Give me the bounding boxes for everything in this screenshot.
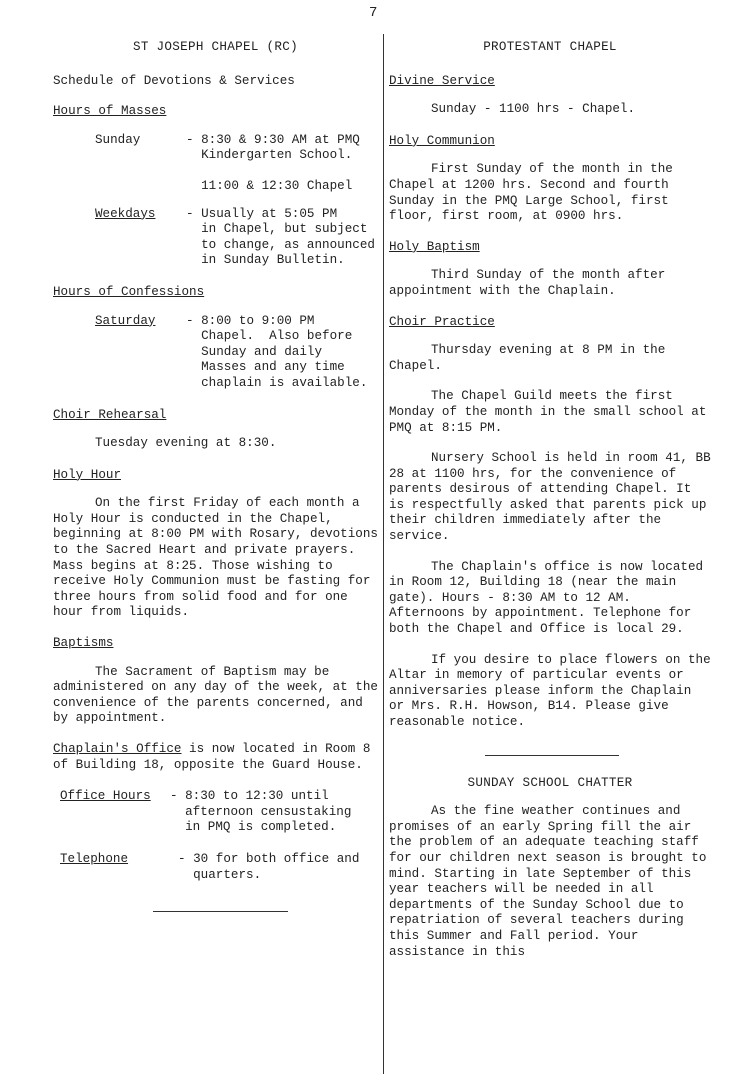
rc-chapel-title: ST JOSEPH CHAPEL (RC) (132, 40, 298, 54)
chaplain-office-paragraph (53, 742, 378, 773)
office-hours-line: afternoon censustaking (170, 804, 352, 819)
page-number: 7 (369, 5, 378, 21)
saturday-line: Chapel. Also before (186, 329, 353, 344)
holy-baptism-heading: Holy Baptism (389, 239, 480, 254)
protestant-chapel-title: PROTESTANT CHAPEL (483, 40, 617, 54)
saturday-times (186, 314, 378, 392)
nursery-school-text: Nursery School is held in room 41, BB 28 at 1100 hrs, for the convenience of parents desirous of attending Chapel. It is respectfully asked that parents pick up their children immediately after the service. (389, 451, 711, 544)
schedule-title: Schedule of Devotions & Services (53, 73, 295, 88)
weekday-line: to change, as announced (186, 237, 375, 252)
chaplain-office-heading: Chaplain's Office (53, 742, 182, 756)
choir-practice-text: Thursday evening at 8 PM in the Chapel. (389, 343, 666, 373)
office-hours (60, 789, 378, 836)
saturday-confessions (95, 314, 378, 392)
office-hours-line: in PMQ is completed. (170, 820, 337, 835)
rc-chapel-column (53, 40, 378, 912)
sunday-chapel-times: 11:00 & 12:30 Chapel (186, 178, 353, 193)
holy-communion-heading: Holy Communion (389, 133, 495, 148)
weekday-line: in Sunday Bulletin. (186, 253, 345, 268)
saturday-line: Sunday and daily (186, 344, 323, 359)
holy-hour-heading: Holy Hour (53, 467, 122, 482)
confessions-heading: Hours of Confessions (53, 284, 205, 299)
saturday-line: - 8:00 to 9:00 PM (186, 313, 315, 328)
divine-service-text: Sunday - 1100 hrs - Chapel. (431, 102, 636, 117)
saturday-label: Saturday (95, 313, 156, 328)
weekday-masses (95, 207, 378, 269)
masses-heading: Hours of Masses (53, 104, 167, 119)
holy-communion-text: First Sunday of the month in the Chapel at 1200 hrs. Second and fourth Sunday in the PMQ Large School, first floor, first room, at 0900 hrs. (389, 162, 673, 224)
protestant-chapel-column (389, 40, 711, 960)
divine-service-heading: Divine Service (389, 73, 495, 88)
baptisms-text: The Sacrament of Baptism may be administered on any day of the week, at the convenience of the parents concerned, and by appointment. (53, 664, 378, 726)
column-divider (383, 34, 384, 1074)
flowers-text: If you desire to place flowers on the Altar in memory of particular events or anniversaries please inform the Chaplain or Mrs. R.H. Howson, B14. Please give reasonable notice. (389, 652, 711, 729)
saturday-line: Masses and any time (186, 360, 345, 375)
sunday-school-heading: SUNDAY SCHOOL CHATTER (467, 775, 633, 790)
choir-rehearsal-heading: Choir Rehearsal (53, 407, 167, 422)
sunday-masses (95, 133, 378, 164)
telephone-line: quarters. (178, 867, 262, 882)
office-hours-times (170, 789, 378, 836)
telephone-details (178, 852, 378, 883)
holy-hour-text: On the first Friday of each month a Holy Hour is conducted in the Chapel, beginning at 8:00 PM with Rosary, devotions to the Sacred Heart and private prayers. Mass begins at 8:25. Those wishing to receive Holy Communion must be fasting for three hours from solid food and for one hour from liquids. (53, 496, 378, 620)
chapel-guild-text: The Chapel Guild meets the first Monday of the month in the small school at PMQ at 8:15 PM. (389, 389, 707, 435)
weekdays-label: Weekdays (95, 206, 156, 221)
sunday-chapel-masses (95, 179, 378, 195)
baptisms-heading: Baptisms (53, 636, 114, 651)
sunday-line: - 8:30 & 9:30 AM at PMQ (186, 132, 360, 147)
telephone (60, 852, 378, 883)
choir-rehearsal-text: Tuesday evening at 8:30. (95, 436, 277, 451)
weekday-line: - Usually at 5:05 PM (186, 206, 338, 221)
sunday-label: Sunday (95, 132, 141, 147)
weekday-times (186, 207, 378, 269)
sunday-times (186, 133, 378, 164)
sunday-line: Kindergarten School. (186, 148, 353, 163)
spacer (95, 179, 186, 195)
telephone-label: Telephone (60, 851, 129, 866)
holy-baptism-text: Third Sunday of the month after appointment with the Chaplain. (389, 268, 666, 298)
chaplain-office-text: is now located in Room 8 of Building 18, opposite the Guard House. (53, 742, 371, 772)
chaplain-office-text: The Chaplain's office is now located in Room 12, Building 18 (near the main gate). Hours - 8:30 AM to 12 AM. Afternoons by appointment. Telephone for both the Chapel and Office is local 29. (389, 559, 704, 637)
left-end-rule (153, 911, 288, 912)
office-hours-label: Office Hours (60, 789, 151, 804)
sunday-school-text: As the fine weather continues and promises of an early Spring fill the air the problem of an adequate teaching staff for our children next season is brought to mind. Starting in late September of this year teachers will be needed in all departments of the Sunday School due to repatriation of several teachers during this Summer and Fall period. Your assistance in this (389, 804, 707, 959)
saturday-line: chaplain is available. (186, 375, 368, 390)
office-hours-line: - 8:30 to 12:30 until (170, 789, 329, 804)
weekday-line: in Chapel, but subject (186, 222, 368, 237)
right-section-rule (485, 755, 619, 756)
telephone-line: - 30 for both office and (178, 851, 360, 866)
choir-practice-heading: Choir Practice (389, 314, 495, 329)
